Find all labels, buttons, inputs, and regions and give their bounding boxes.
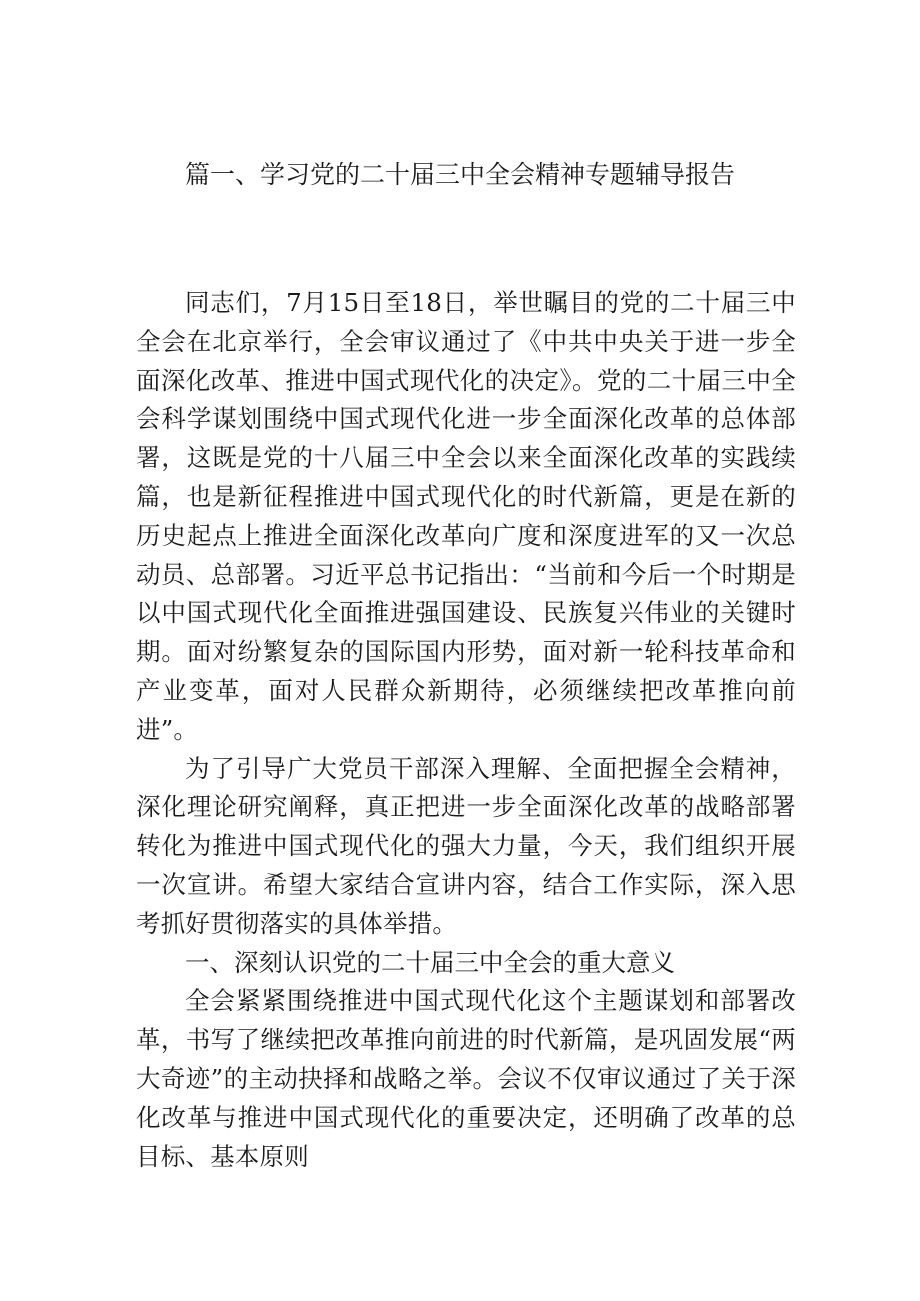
paragraph-opening: 同志们，7月15日至18日，举世瞩目的党的二十届三中全会在北京举行，全会审议通过了《中共中央关于进一步全面深化改革、推进中国式现代化的决定》。党的二十届三中全会科学谋划围绕中国式现代化进一步全面深化改革的总体部署，这既是党的十八届三中全会以来全面深化改革的实践续篇，也是新征程推进中国式现代化的时代新篇，更是在新的历史起点上推进全面深化改革向广度和深度进军的又一次总动员、总部署。习近平总书记指出：“当前和今后一个时期是以中国式现代化全面推进强国建设、民族复兴伟业的关键时期。面对纷繁复杂的国际国内形势，面对新一轮科技革命和产业变革，面对人民群众新期待，必须继续把改革推向前进”。 [136,288,796,744]
paragraph-section-one: 全会紧紧围绕推进中国式现代化这个主题谋划和部署改革，书写了继续把改革推向前进的时代新篇，是巩固发展“两大奇迹”的主动抉择和战略之举。会议不仅审议通过了关于深化改革与推进中国式现代化的重要决定，还明确了改革的总目标、基本原则 [136,986,796,1171]
document-title: 篇一、学习党的二十届三中全会精神专题辅导报告 [184,160,735,189]
paragraph-purpose: 为了引导广大党员干部深入理解、全面把握全会精神，深化理论研究阐释，真正把进一步全面深化改革的战略部署转化为推进中国式现代化的强大力量，今天，我们组织开展一次宣讲。希望大家结合宣讲内容，结合工作实际，深入思考抓好贯彻落实的具体举措。 [136,753,796,938]
document-body [136,284,796,1176]
section-heading: 一、深刻认识党的二十届三中全会的重大意义 [185,947,675,977]
